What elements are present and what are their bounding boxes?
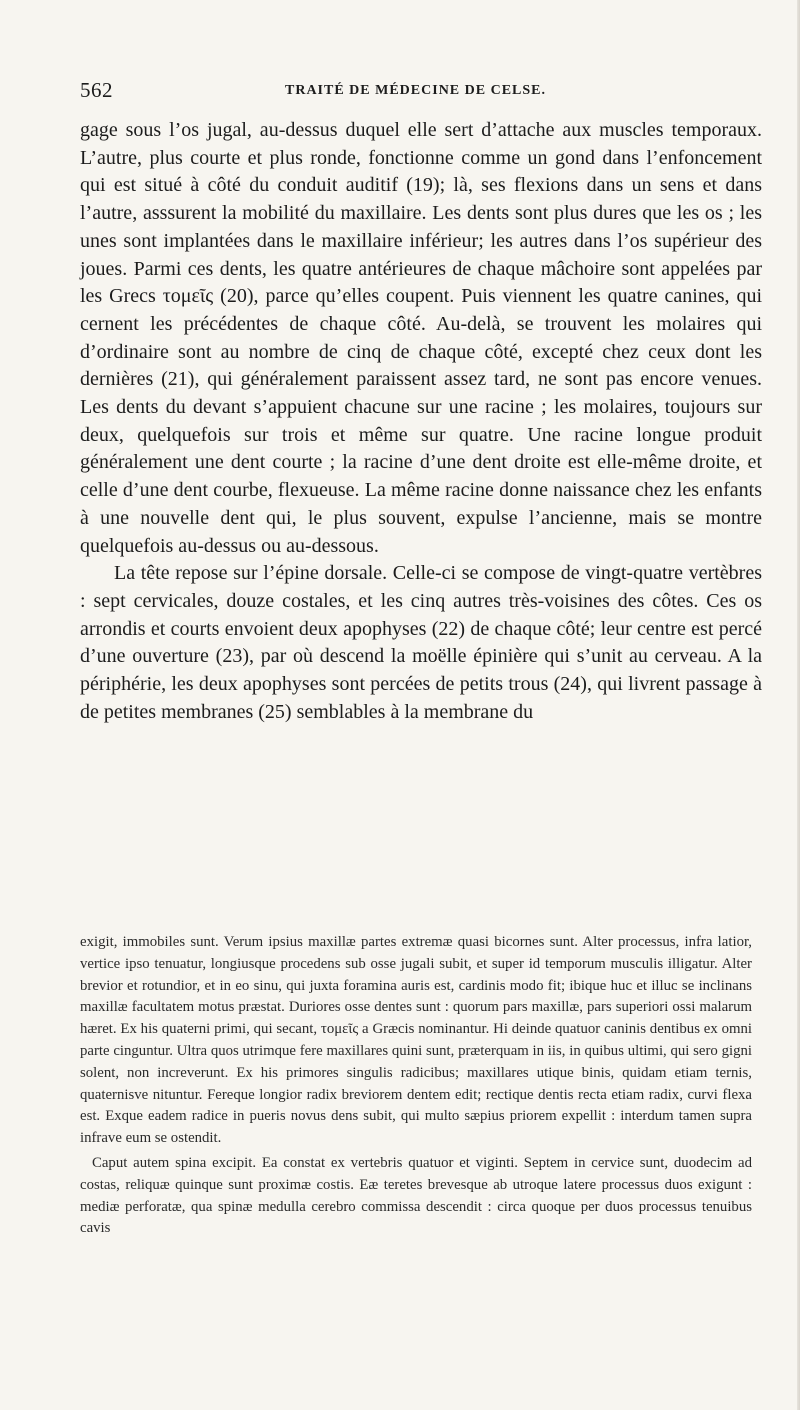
- note-paragraph: Caput autem spina excipit. Ea constat ex vertebris quatuor et viginti. Septem in cervice sunt, duodecim ad costas, reliquæ quinque sunt proximæ costis. Eæ teretes brevesque ab utroque latere processus duos exigunt : mediæ perforatæ, qua spinæ medulla cerebro commissa descendit : circa quoque per duos processus tenuibus cavis: [80, 1154, 752, 1237]
- page-number: 562: [80, 78, 113, 102]
- running-title: TRAITÉ DE MÉDECINE DE CELSE.: [285, 83, 546, 98]
- note-paragraph: exigit, immobiles sunt. Verum ipsius maxillæ partes extremæ quasi bicornes sunt. Alter processus, infra latior, vertice ipso tenuatur, longiusque procedens sub osse jugali subit, et super id temporum musculis illigatur. Alter brevior et rotundior, et in eo sinu, qui juxta foramina auris est, cardinis modo fit; ibique huc et illuc se inclinans maxillæ facultatem motus præstat. Duriores osse dentes sunt : quorum pars maxillæ, pars superiori ossi malarum hæret. Ex his quaterni primi, qui secant, τομεῖς a Græcis nominantur. Hi deinde quatuor caninis dentibus ex omni parte cinguntur. Ultra quos utrimque fere maxillares quini sunt, præterquam in iis, in quibus ultimi, qui sero gigni solent, non increverunt. Ex his primores singulis radicibus; maxillares utique binis, quidam etiam ternis, quaternisve nituntur. Fereque longior radix breviorem dentem edit; rectique dentis recta etiam radix, curvi flexa est. Exque eadem radice in pueris novus dens subit, qui multo sæpius priorem expellit : interdum tamen supra infrave eum se ostendit.: [80, 934, 752, 1147]
- page-header: [80, 78, 760, 102]
- main-text: [80, 117, 762, 726]
- latin-notes: [80, 932, 752, 1240]
- main-paragraph: La tête repose sur l’épine dorsale. Celle-ci se compose de vingt-quatre vertèbres : sept cervicales, douze costales, et les cinq autres très-voisines des côtes. Ces os arrondis et courts envoient deux apophyses (22) de chaque côté; leur centre est percé d’une ouverture (23), par où descend la moëlle épinière qui s’unit au cerveau. A la périphérie, les deux apophyses sont percées de petits trous (24), qui livrent passage à de petites membranes (25) semblables à la membrane du: [80, 562, 762, 723]
- main-paragraph: gage sous l’os jugal, au-dessus duquel elle sert d’attache aux muscles temporaux. L’autre, plus courte et plus ronde, fonctionne comme un gond dans l’enfoncement qui est situé à côté du conduit auditif (19); là, ses flexions dans un sens et dans l’autre, asssurent la mobilité du maxillaire. Les dents sont plus dures que les os ; les unes sont implantées dans le maxillaire inférieur; les autres dans l’os supérieur des joues. Parmi ces dents, les quatre antérieures de chaque mâchoire sont appelées par les Grecs τομεῖς (20), parce qu’elles coupent. Puis viennent les quatre canines, qui cernent les précédentes de chaque côté. Au-delà, se trouvent les molaires qui d’ordinaire sont au nombre de cinq de chaque côté, excepté chez ceux dont les dernières (21), qui généralement paraissent assez tard, ne sont pas encore venues. Les dents du devant s’appuient chacune sur une racine ; les molaires, toujours sur deux, quelquefois sur trois et même sur quatre. Une racine longue produit généralement une dent courte ; la racine d’une dent droite est elle-même droite, et celle d’une dent courbe, flexueuse. La même racine donne naissance chez les enfants à une nouvelle dent qui, le plus souvent, expulse l’ancienne, mais se montre quelquefois au-dessus ou au-dessous.: [80, 119, 762, 557]
